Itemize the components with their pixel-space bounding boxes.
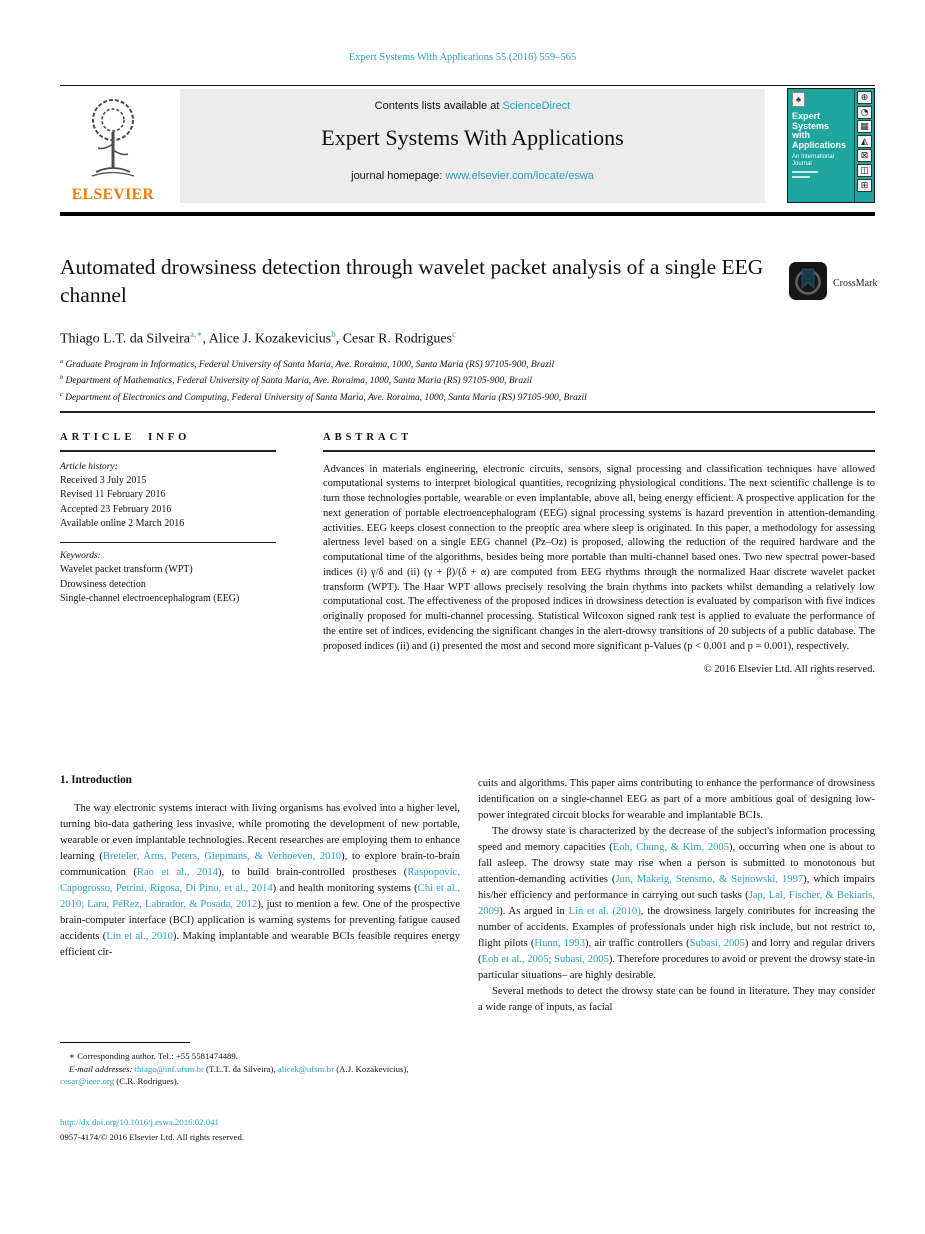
doi-link[interactable]: http://dx.doi.org/10.1016/j.eswa.2016.02.041 [60, 1117, 219, 1127]
author-line [60, 329, 800, 348]
text-segment: ), to build brain-controlled prostheses ( [218, 867, 408, 878]
text-segment: (T.L.T. da Silveira), [203, 1063, 278, 1074]
cover-fineprint-bar [792, 171, 818, 173]
inline-link[interactable]: alicek@ufsm.br [277, 1063, 335, 1074]
text-segment: Department of Electronics and Computing, Federal University of Santa Maria, Ave. Roraima, 1000, Santa Maria (RS) 97105-900, Brazil [62, 392, 587, 403]
inline-link[interactable]: Chi et al., 2010; Lara, PéRez, Labrador, & Posada, 2012 [60, 883, 460, 910]
inline-link[interactable]: Eoh et al., 2005; Subasi, 2005 [481, 954, 609, 965]
cover-subtitle: An International Journal [792, 154, 835, 167]
text-segment: ), which impairs his/her efficiency and performance in carrying out such tasks ( [478, 874, 876, 901]
text-segment: ). As argued in [499, 906, 569, 917]
scales-icon: ◭ [857, 135, 872, 148]
text-segment: journal homepage: [351, 170, 446, 182]
text-segment: E-mail addresses: [69, 1063, 135, 1074]
header-top-rule [60, 85, 875, 86]
keywords-divider-rule [60, 542, 276, 543]
text-segment: ) and health monitoring systems ( [272, 883, 418, 894]
journal-reference-line: Expert Systems With Applications 55 (2016) 559–565 [348, 52, 577, 63]
intro-paragraph [478, 984, 875, 1016]
text-segment: ), occurring when one is about to fall asleep. The drowsy state may rise when a person is submitted to monotonous but attention-demanding activities ( [478, 842, 875, 885]
text-segment: ) and lorry and regular drivers ( [478, 938, 875, 965]
gear-icon: ◔ [857, 106, 872, 119]
intro-paragraph [60, 801, 460, 961]
text-segment: ). Therefore procedures to avoid or prevent the drowsy state-in particular situations– are highly desirable. [478, 954, 875, 981]
text-segment: Graduate Program in Informatics, Federal University of Santa Maria, Ave. Roraima, 1000, Santa Maria (RS) 97105-900, Brazil [63, 360, 555, 371]
affiliation-line [60, 356, 860, 372]
keywords-label: Keywords: [60, 551, 101, 562]
text-segment: cuits and algorithms. This paper aims contributing to enhance the performance of drowsiness identification on a single-channel EEG as part of a more ambitious goal of designing low-power integrated circuit blocks for wearable and implantable BCIs. [478, 778, 875, 821]
elsevier-logo [62, 92, 164, 204]
cover-icon-strip [854, 89, 874, 202]
inline-link[interactable]: www.elsevier.com/locate/eswa [445, 170, 594, 182]
section-1-heading: 1. Introduction [60, 774, 132, 786]
abstract-heading: ABSTRACT [323, 432, 413, 443]
header-bottom-rule [60, 212, 875, 216]
inline-link[interactable]: Raspopovic, Capogrosso, Petrini, Rigosa, Di Pino, et al., 2014 [60, 867, 460, 894]
article-info-heading-rule [60, 450, 276, 452]
section-divider-rule [60, 411, 875, 413]
keyword-item: Single-channel electroencephalogram (EEG) [60, 593, 240, 605]
article-history-label: Article history: [60, 461, 118, 472]
elsevier-tree-icon [80, 167, 146, 184]
journal-header-box [180, 89, 765, 203]
email-addresses-note [60, 1063, 460, 1088]
doi-block [60, 1116, 480, 1143]
abstract-copyright: © 2016 Elsevier Ltd. All rights reserved. [703, 664, 875, 676]
crossmark-label: CrossMark [833, 278, 878, 289]
inline-link[interactable]: Jun, Makeig, Stensmo, & Sejnowski, 1997 [615, 874, 804, 885]
globe-icon: ⊕ [857, 91, 872, 104]
page-title: Automated drowsiness detection through wavelet packet analysis of a single EEG channel [60, 255, 764, 307]
abstract-text: Advances in materials engineering, electronic circuits, sensors, signal processing and classification techniques have allowed computational systems to interpret biological quantities, recognizing physiological conditions. The next scientific challenge is to turn those technologies portable, wearable or even implantable, above all, being energy efficient. A prospective application for the next generation of portable electroencephalogram (EEG) signal processing systems is hazard prevention in attention-demanding activities. EEG keeps closest connection to the preoptic area where sleep is originated. In this paper, a methodology for assessing alertness level based on a single EEG channel (Pz–Oz) is proposed, allowing the reduction of the required hardware and the computational time of the algorithms, besides being more portable than multi-channel based ones. Two new spectral power-based indices (i) γ/δ and (ii) (γ + β)/(δ + α) are computed from EEG rhythms through the normalized Haar discrete wavelet packet transform (WPT). The Haar WPT allows precisely resolving the brain rhythms into packets whilst demanding a relatively low computational cost. The effectiveness of the proposed indices in drowsiness detection is evaluated by comparison with five indices originally proposed for multi-channel processing. Statistical Wilcoxon signed rank test is applied to evaluate the performance of the entire set of indices, evidencing the significant changes in the alert-drowsy transitions of 20 subjects of a public database. The proposed indices (ii) and (i) presented the most and second more significant p-Values (p < 0.001 and p = 0.001), respectively. [323, 463, 875, 652]
text-segment: Several methods to detect the drowsy state can be found in literature. They may consider a wide range of inputs, as facial [478, 986, 875, 1013]
journal-homepage-line [180, 170, 765, 182]
text-segment: ), just to mention a few. One of the prospective brain-computer interface (BCI) application is warning systems for preventing fatigue caused accidents ( [60, 899, 460, 942]
affiliation-line [60, 389, 860, 405]
microscope-icon: ⊠ [857, 149, 872, 162]
history-item: Revised 11 February 2016 [60, 489, 166, 501]
text-segment: (A.J. Kozakevicius), [334, 1063, 409, 1074]
corresponding-author-note: ∗ Corresponding author. Tel.: +55 5581474489. [69, 1051, 238, 1061]
footnote-rule [60, 1042, 190, 1043]
inline-link[interactable]: c [451, 329, 457, 339]
body-right-column [478, 776, 875, 1016]
text-segment: The drowsy state is characterized by the decrease of the subject's information processing speed and memory capacities ( [478, 826, 875, 853]
text-segment: a [60, 359, 64, 365]
inline-link[interactable]: Hunn, 1993 [534, 938, 585, 949]
text-segment: The way electronic systems interact with living organisms has evolved into a higher level, turning bio-data gathering less invasive, while promoting the development of new portable, wearable or even implantable technologies. Recent researches are employing them to enhance learning ( [60, 803, 460, 862]
text-segment: (C.R. Rodrigues). [114, 1076, 179, 1087]
inline-link[interactable]: thiago@inf.ufsm.br [134, 1063, 204, 1074]
text-segment: b [60, 375, 64, 382]
text-segment: , Cesar R. Rodrigues [335, 331, 452, 347]
bar-chart-icon: ▦ [857, 120, 872, 133]
inline-link[interactable]: Breteler, Arns, Peters, Giepmans, & Verhoeven, 2010 [102, 851, 342, 862]
journal-title: Expert Systems With Applications [321, 125, 624, 150]
inline-link[interactable]: Lin et al., 2010 [106, 931, 173, 942]
inline-link[interactable]: ScienceDirect [502, 100, 571, 112]
history-item: Available online 2 March 2016 [60, 518, 185, 530]
intro-paragraph [478, 776, 875, 824]
text-segment: Department of Mathematics, Federal University of Santa Maria, Ave. Roraima, 1000, Santa Maria (RS) 97105-900, Brazil [63, 376, 533, 387]
handshake-icon: ◫ [857, 164, 872, 177]
intro-paragraph [478, 824, 875, 984]
text-segment: , Alice J. Kozakevicius [202, 331, 332, 347]
issn-copyright-line: 0957-4174/© 2016 Elsevier Ltd. All rights reserved. [60, 1132, 245, 1142]
footnote-block [60, 1042, 460, 1088]
text-segment: Thiago L.T. da Silveira [60, 331, 190, 347]
text-segment: Contents lists available at [374, 100, 503, 112]
abstract-heading-rule [323, 450, 875, 452]
cover-left-panel [788, 89, 854, 202]
body-left-column [60, 774, 460, 961]
inline-link[interactable]: cesar@ieee.org [60, 1076, 115, 1087]
network-icon: ⊞ [857, 179, 872, 192]
cover-title-line: Expert [792, 111, 821, 121]
elsevier-wordmark: ELSEVIER [71, 186, 155, 203]
history-item: Received 3 July 2015 [60, 474, 147, 486]
journal-cover-thumbnail[interactable] [787, 88, 875, 203]
cover-title-line: Systems [792, 120, 830, 131]
article-info-heading: ARTICLE INFO [60, 432, 191, 443]
keyword-item: Wavelet packet transform (WPT) [60, 564, 193, 576]
inline-link[interactable]: Rao et al., 2014 [136, 867, 219, 878]
text-segment: c [60, 391, 63, 398]
cover-fineprint-bar [792, 176, 810, 178]
text-segment: ). Making implantable and wearable BCIs feasible requires energy efficient cir- [60, 931, 460, 958]
inline-link[interactable]: b [331, 329, 336, 339]
inline-link[interactable]: Eoh, Chung, & Kim, 2005 [612, 842, 730, 853]
inline-link[interactable]: Subasi, 2005 [689, 938, 745, 949]
cover-title-line: Applications [792, 139, 847, 150]
cover-title-line: with [792, 130, 810, 140]
article-info-column [60, 432, 276, 607]
crossmark-icon[interactable] [789, 262, 827, 305]
contents-line [180, 100, 765, 112]
abstract-column [323, 432, 875, 675]
affiliation-line [60, 372, 860, 388]
keyword-item: Drowsiness detection [60, 578, 146, 590]
inline-link[interactable]: Lin et al. (2010) [568, 906, 641, 917]
crossmark-badge[interactable] [789, 262, 877, 305]
cover-elsevier-mini-logo: ♣ [792, 92, 805, 107]
text-segment: , the drowsiness largely contributes for increasing the number of accidents. Examples of professionals under high risk include, but not restrict to, flight pilots ( [478, 906, 875, 949]
text-segment: ), to explore brain-to-brain communication ( [60, 851, 460, 878]
text-segment: ), air traffic controllers ( [585, 938, 690, 949]
affiliations [60, 356, 860, 405]
inline-link[interactable]: a,∗ [189, 329, 203, 339]
inline-link[interactable]: Jap, Lal, Fischer, & Bekiaris, 2009 [478, 890, 876, 917]
cover-title [792, 112, 852, 150]
history-item: Accepted 23 February 2016 [60, 503, 172, 515]
